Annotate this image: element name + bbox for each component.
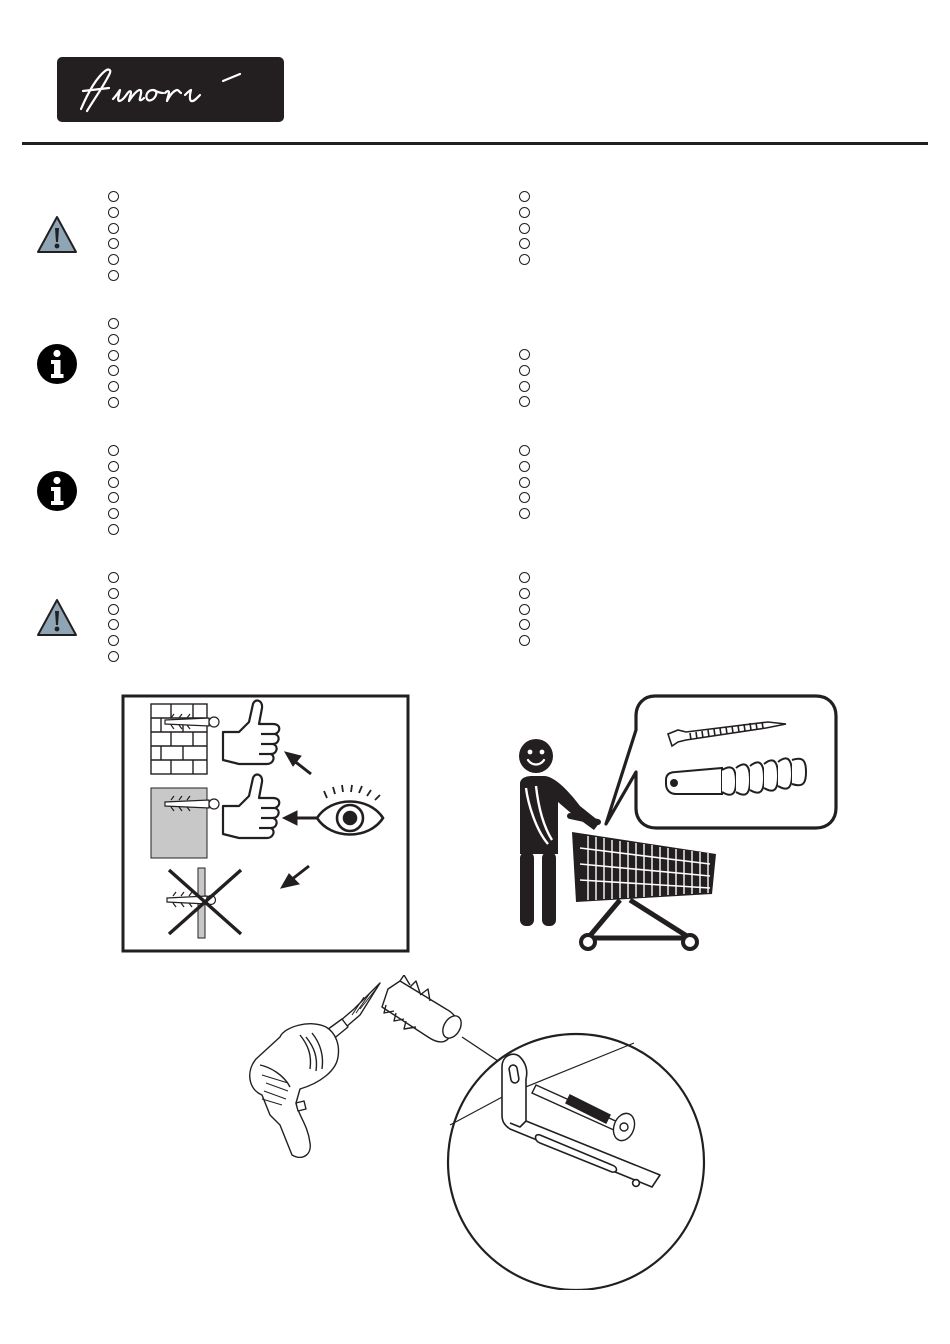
- drywall-panel: [151, 788, 207, 858]
- language-bullet: [519, 365, 530, 376]
- language-bullet: [108, 461, 119, 472]
- language-bullet: [108, 477, 119, 488]
- brand-logo-script: [57, 57, 284, 122]
- drill-and-mount-bracket-illustration: [240, 975, 710, 1290]
- language-bullet: [108, 334, 119, 345]
- language-bullet: [108, 572, 119, 583]
- language-bullet: [519, 207, 530, 218]
- language-bullet: [108, 254, 119, 265]
- language-bullet: [519, 381, 530, 392]
- language-bullet: [519, 572, 530, 583]
- info-icon: [36, 470, 78, 512]
- language-bullet: [108, 350, 119, 361]
- language-bullet: [108, 445, 119, 456]
- language-bullet: [108, 318, 119, 329]
- wall-plug-icon: [382, 975, 465, 1042]
- language-bullet: [519, 492, 530, 503]
- wall-type-check-illustration: [121, 694, 410, 953]
- language-bullet: [108, 223, 119, 234]
- shopping-cart-icon: [570, 816, 716, 949]
- language-bullet: [519, 508, 530, 519]
- language-bullet: [519, 445, 530, 456]
- language-bullet: [108, 365, 119, 376]
- header-divider: [22, 142, 928, 145]
- language-bullet: [519, 588, 530, 599]
- language-bullet: [108, 238, 119, 249]
- language-bullet: [519, 191, 530, 202]
- language-bullet: [108, 635, 119, 646]
- language-bullet: [519, 477, 530, 488]
- language-bullet: [108, 651, 119, 662]
- detail-circle: [448, 1034, 704, 1290]
- language-bullet: [108, 207, 119, 218]
- language-bullet: [108, 397, 119, 408]
- language-bullet: [519, 254, 530, 265]
- language-bullet: [108, 381, 119, 392]
- language-bullet: [108, 191, 119, 202]
- language-bullet: [108, 508, 119, 519]
- language-bullet: [108, 492, 119, 503]
- language-bullet: [519, 238, 530, 249]
- language-bullet: [519, 635, 530, 646]
- language-bullet: [519, 604, 530, 615]
- language-bullet: [108, 524, 119, 535]
- language-bullet: [519, 349, 530, 360]
- warning-icon: [36, 598, 78, 638]
- brick-wall: [151, 704, 207, 774]
- language-bullet: [519, 461, 530, 472]
- language-bullet: [108, 619, 119, 630]
- language-bullet: [519, 223, 530, 234]
- language-bullet: [108, 588, 119, 599]
- brand-logo: [57, 57, 284, 122]
- language-bullet: [519, 396, 530, 407]
- buy-suitable-fasteners-illustration: [510, 694, 840, 956]
- warning-icon: [36, 215, 78, 255]
- language-bullet: [108, 270, 119, 281]
- power-drill-icon: [250, 983, 380, 1157]
- info-icon: [36, 343, 78, 385]
- language-bullet: [108, 604, 119, 615]
- language-bullet: [519, 619, 530, 630]
